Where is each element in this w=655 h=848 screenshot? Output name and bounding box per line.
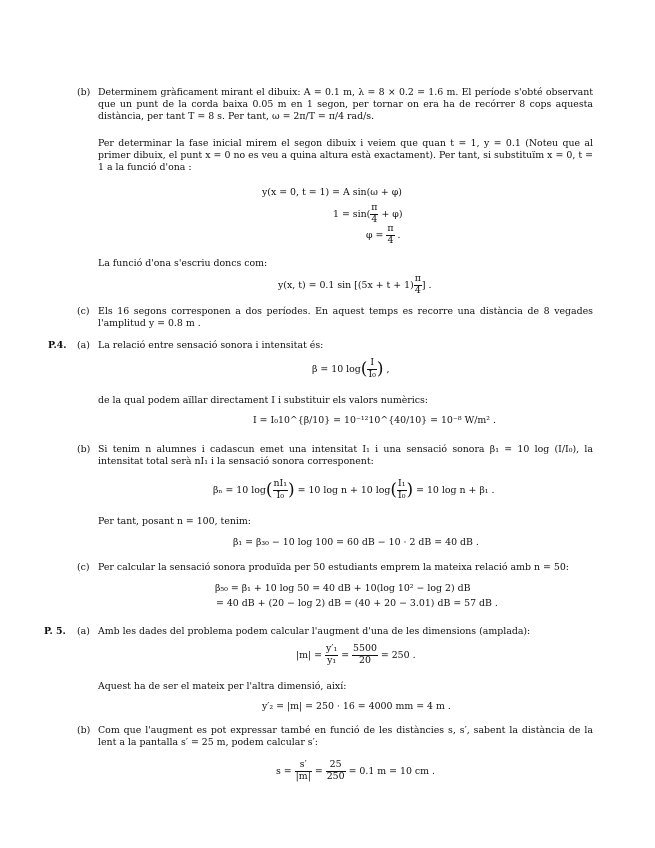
numerator: I	[370, 357, 375, 368]
fraction	[367, 358, 376, 381]
eq-text: |m| =	[296, 649, 326, 661]
paragraph-p4-a: La relació entre sensació sonora i intensitat és:	[98, 340, 324, 351]
numerator: π	[414, 273, 421, 284]
fraction	[325, 644, 338, 667]
numerator: y′₁	[326, 643, 338, 654]
numerator: I₁	[398, 478, 406, 489]
fraction	[414, 274, 422, 297]
paragraph-p5-a: Amb les dades del problema podem calcular l'augment d'una de les dimensions (amplada):	[98, 626, 531, 637]
equation-magnification	[296, 644, 416, 667]
numerator: 25	[329, 759, 342, 770]
item-label-b: (b)	[77, 87, 91, 98]
denominator: y₁	[325, 655, 338, 667]
equation-distance	[276, 760, 435, 783]
equation-beta-50-line1: β₅₀ = β₁ + 10 log 50 = 40 dB + 10(log 10² − log 2) dB	[215, 583, 471, 594]
equation-beta-1: β₁ = β₃₀ − 10 log 100 = 60 dB − 10 · 2 dB = 40 dB .	[233, 537, 479, 548]
paragraph-b-2: Per determinar la fase inicial mirem el segon dibuix i veiem que quan t = 1, y = 0.1 (Noteu que al primer dibuix, el punt x = 0 no es veu a quina altura està exactament). Per tant, si substituïm x = 0, t = 1 a la funció d'ona :	[98, 138, 593, 174]
fraction	[326, 760, 346, 783]
paragraph-p4-b-2: Per tant, posant n = 100, tenim:	[98, 516, 251, 527]
equation-phase-1: y(x = 0, t = 1) = A sin(ω + φ)	[262, 187, 402, 198]
paragraph-p4-b: Si tenim n alumnes i cadascun emet una intensitat I₁ i una sensació sonora β₁ = 10 log (I/I₀), la intensitat total serà nI₁ i la sensació sonora corresponent:	[98, 444, 593, 468]
fraction	[295, 760, 312, 783]
eq-text: =	[338, 649, 353, 661]
paren: )	[376, 358, 384, 379]
paragraph-p5-a-2: Aquest ha de ser el mateix per l'altra dimensió, així:	[98, 681, 347, 692]
item-label-p4-c: (c)	[77, 562, 90, 573]
equation-wave-function	[278, 274, 432, 297]
item-label-p5-a: (a)	[77, 626, 90, 637]
equation-y2: y′₂ = |m| = 250 · 16 = 4000 mm = 4 m .	[262, 701, 451, 712]
equation-beta	[312, 358, 390, 381]
fraction	[397, 479, 406, 502]
paren: (	[360, 358, 368, 379]
item-label-p4-a: (a)	[77, 340, 90, 351]
eq-text: ] .	[421, 279, 432, 291]
denominator: I₀	[398, 489, 406, 501]
denominator: 4	[371, 213, 378, 225]
eq-text: .	[394, 229, 401, 241]
eq-text: = 0.1 m = 10 cm .	[345, 765, 436, 777]
eq-text: = 250 .	[377, 649, 416, 661]
equation-intensity: I = I₀10^{β/10} = 10⁻¹²10^{40/10} = 10⁻⁸ W/m² .	[253, 415, 496, 426]
denominator: 20	[352, 655, 378, 667]
eq-text: β = 10 log	[312, 363, 361, 375]
problem-number-p5: P. 5.	[44, 626, 66, 637]
eq-text: βₙ = 10 log	[213, 484, 266, 496]
paren: (	[265, 479, 273, 500]
paragraph-p4-a-2: de la qual podem aïllar directament I i substituir els valors numèrics:	[98, 395, 428, 406]
eq-text: y(x, t) = 0.1 sin [(5x + t + 1)	[278, 279, 414, 291]
problem-number-p4: P.4.	[48, 340, 67, 351]
eq-text: φ =	[366, 229, 387, 241]
paren: )	[406, 479, 414, 500]
equation-beta-n	[213, 479, 495, 502]
eq-text: = 10 log n + β₁ .	[413, 484, 495, 496]
paragraph-c: Els 16 segons corresponen a dos períodes. En aquest temps es recorre una distància de 8 vegades l'amplitud y = 0.8 m .	[98, 306, 593, 330]
equation-beta-50-line2: = 40 dB + (20 − log 2) dB = (40 + 20 − 3.01) dB = 57 dB .	[216, 598, 498, 609]
numerator: π	[371, 202, 378, 213]
numerator: nI₁	[273, 478, 287, 489]
denominator: |m|	[295, 770, 311, 782]
eq-text: ,	[383, 363, 390, 375]
denominator: 250	[326, 770, 345, 782]
fraction	[352, 644, 378, 667]
paren: (	[390, 479, 398, 500]
fraction	[386, 224, 394, 247]
eq-text: s =	[276, 765, 295, 777]
eq-text: = 10 log n + 10 log	[294, 484, 391, 496]
denominator: I₀	[273, 490, 289, 502]
equation-phase-3	[366, 224, 401, 247]
denominator: 4	[414, 284, 421, 296]
eq-text: + φ)	[378, 208, 403, 220]
eq-text: =	[311, 765, 326, 777]
numerator: s′	[299, 759, 307, 770]
item-label-p4-b: (b)	[77, 444, 91, 455]
paragraph-p4-c: Per calcular la sensació sonora produïda per 50 estudiants emprem la mateixa relació amb n = 50:	[98, 562, 569, 573]
denominator: I₀	[368, 368, 376, 380]
item-label-p5-b: (b)	[77, 725, 91, 736]
fraction	[273, 479, 289, 502]
numerator: 5500	[353, 643, 377, 654]
denominator: 4	[387, 234, 394, 246]
paragraph-p5-b: Com que l'augment es pot expressar també en funció de les distàncies s, s′, sabent la distància de la lent a la pantalla s′ = 25 m, podem calcular s′:	[98, 725, 593, 749]
numerator: π	[387, 223, 394, 234]
paren: )	[288, 479, 295, 500]
paragraph-b-3: La funció d'ona s'escriu doncs com:	[98, 258, 268, 269]
item-label-c: (c)	[77, 306, 90, 317]
eq-text: 1 = sin(	[333, 208, 371, 220]
paragraph-b-1: Determinem gràficament mirant el dibuix: A = 0.1 m, λ = 8 × 0.2 = 1.6 m. El període s'obté observant que un punt de la corda baixa 0.05 m en 1 segon, per tornar on era ha de recórrer 8 cops aquesta distància, per tant T = 8 s. Per tant, ω = 2π/T = π/4 rad/s.	[98, 87, 593, 123]
